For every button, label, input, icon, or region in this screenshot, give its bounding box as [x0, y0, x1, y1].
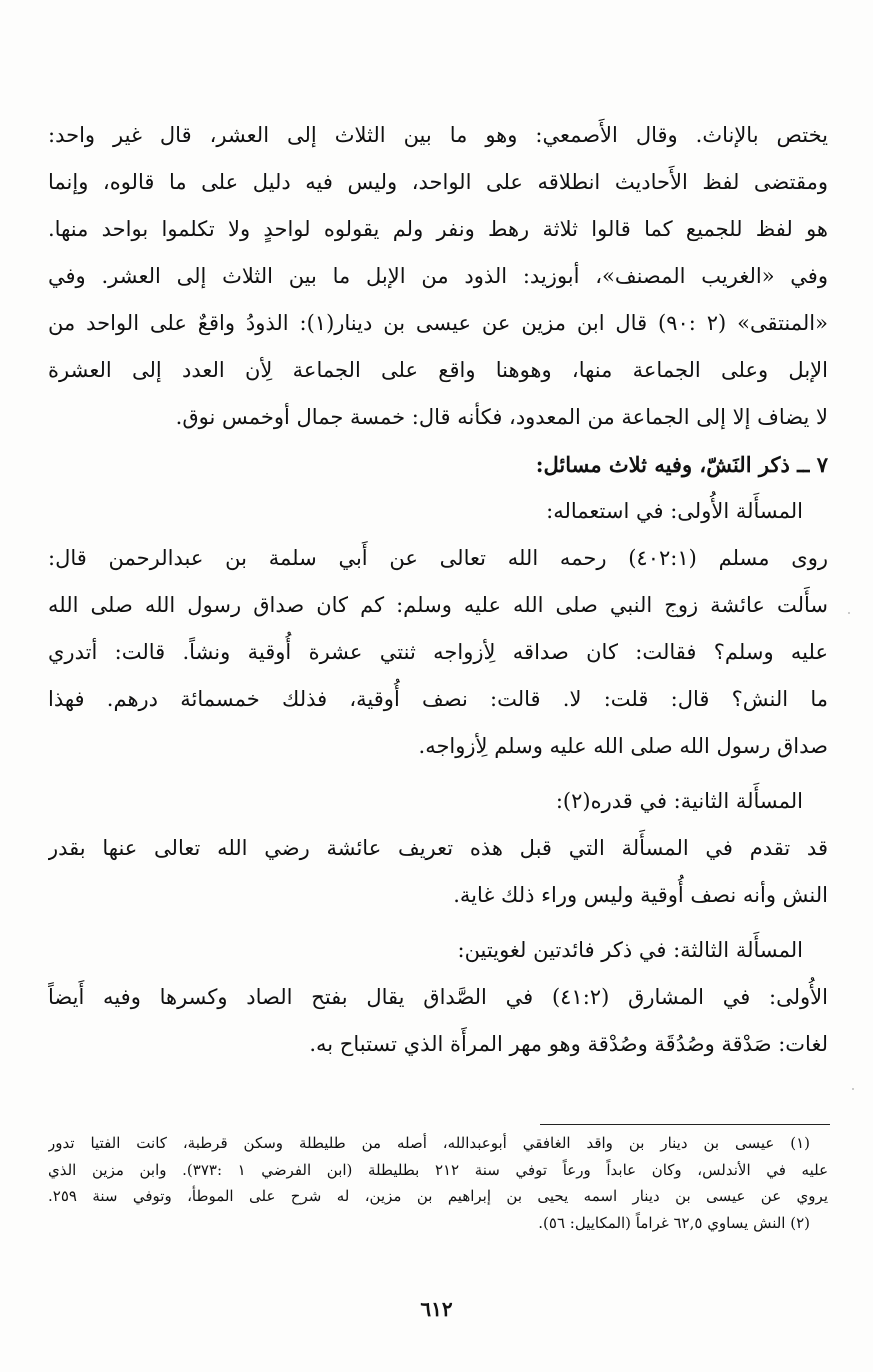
body-line: لا يضاف إلا إلى الجماعة من المعدود، فكأنه قال: خمسة جمال أوخمس نوق. [175, 405, 828, 429]
footnote-line: عليه في الأندلس، وكان عابداً ورعاً توفي سنة ٢١٢ بطليطلة (ابن الفرضي ١ :٣٧٣). وابن مزين الذي [48, 1160, 828, 1179]
issue-1-line: سأَلت عائشة زوج النبي صلى الله عليه وسلم: كم كان صداق رسول الله صلى الله [48, 593, 828, 617]
issue-2-title: المسأَلة الثانية: في قدره(٢): [555, 789, 803, 813]
issue-1-line: صداق رسول الله صلى الله عليه وسلم لِأزواجه. [418, 734, 828, 758]
issue-3-title: المسأَلة الثالثة: في ذكر فائدتين لغويتين: [457, 938, 803, 962]
body-line: «المنتقى» (٢ :٩٠) قال ابن مزين عن عيسى بن دينار(١): الذودُ واقعٌ على الواحد من [48, 311, 828, 335]
issue-1-line: روى مسلم (٤٠٢:١) رحمه الله تعالى عن أَبي سلمة بن عبدالرحمن قال: [48, 546, 828, 570]
body-line: هو لفظ للجميع كما قالوا ثلاثة رهط ونفر ولم يقولوه لواحدٍ ولا تكلموا بواحد منها. [48, 217, 828, 241]
body-line: يختص بالإناث. وقال الأَصمعي: وهو ما بين الثلاث إلى العشر، قال غير واحد: [48, 123, 828, 147]
scan-speck [852, 1088, 854, 1090]
body-line: الإبل وعلى الجماعة منها، وهوهنا واقع على الجماعة لِأن العدد إلى العشرة [48, 358, 828, 382]
issue-1-title: المسأَلة الأُولى: في استعماله: [546, 499, 803, 523]
footnote-line: (١) عيسى بن دينار بن واقد الغافقي أبوعبدالله، أصله من طليطلة وسكن قرطبة، كانت الفتيا تدور [48, 1134, 810, 1152]
issue-2-line: قد تقدم في المسأَلة التي قبل هذه تعريف عائشة رضي الله تعالى عنها بقدر [48, 836, 828, 860]
page-number: ٦١٢ [420, 1297, 453, 1321]
scan-speck [848, 612, 850, 614]
main-text-body [48, 112, 828, 1068]
issue-3-line: لغات: صَدْقة وصُدُقَة وصُدْقة وهو مهر المرأَة الذي تستباح به. [309, 1032, 828, 1056]
issue-1-line: ما النش؟ قال: قلت: لا. قالت: نصف أُوقية، فذلك خمسمائة درهم. فهذا [48, 687, 828, 711]
spacer [48, 770, 828, 778]
body-line: وفي «الغريب المصنف»، أبوزيد: الذود من الإبل ما بين الثلاث إلى العشر. وفي [48, 264, 828, 288]
body-line: ومقتضى لفظ الأَحاديث انطلاقه على الواحد، وليس فيه دليل على ما قالوه، وإنما [48, 170, 828, 194]
issue-2-line: النش وأنه نصف أُوقية وليس وراء ذلك غاية. [453, 883, 828, 907]
footnote-line: (٢) النش يساوي ٦٢,٥ غراماً (المكاييل: ٥٦). [538, 1213, 810, 1232]
footnotes [48, 1130, 828, 1236]
spacer [48, 919, 828, 927]
section-heading: ٧ ــ ذكر النَشّ، وفيه ثلاث مسائل: [535, 452, 828, 477]
issue-3-line: الأُولى: في المشارق (٤١:٢) في الصَّداق يقال بفتح الصاد وكسرها وفيه أَيضاً [48, 985, 828, 1009]
footnote-separator [540, 1124, 830, 1125]
footnote-line: يروي عن عيسى بن دينار اسمه يحيى بن إبراهيم بن مزين، له شرح على الموطأ، وتوفي سنة ٢٥٩. [48, 1187, 828, 1205]
issue-1-line: عليه وسلم؟ فقالت: كان صداقه لِأزواجه ثنتي عشرة أُوقية ونشاً. قالت: أتدري [48, 640, 828, 664]
